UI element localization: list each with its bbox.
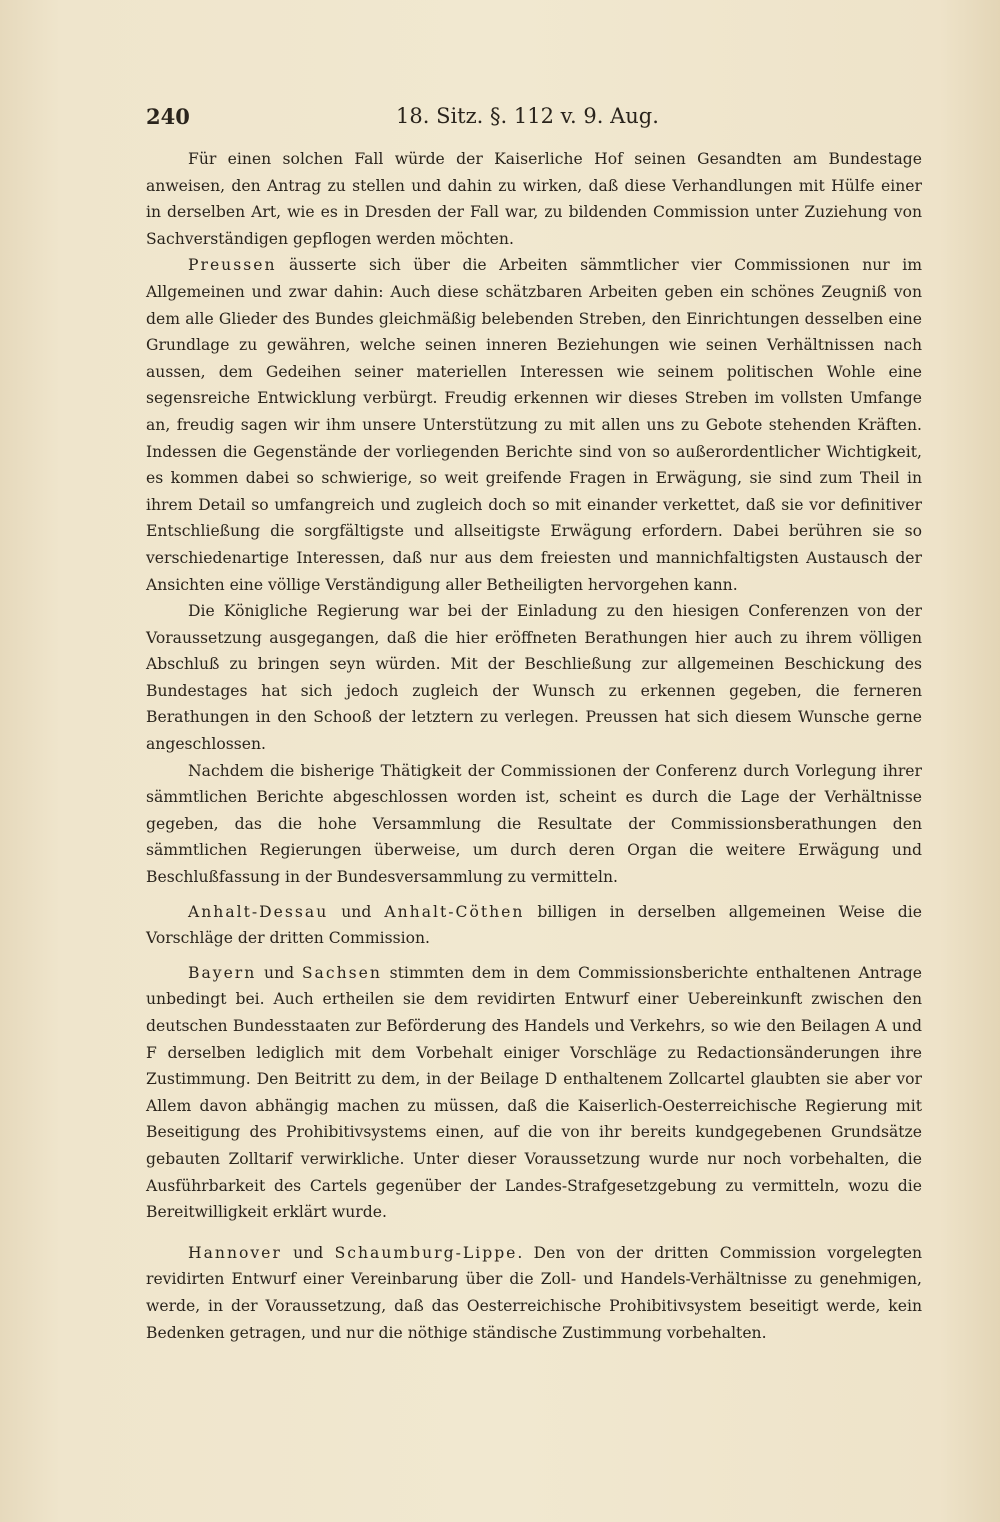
speaker-name: Preussen: [188, 256, 277, 275]
paragraph-3: Die Königliche Regierung war bei der Einladung zu den hiesigen Conferenzen von der Voraussetzung ausgegangen, daß die hier eröffneten Berathungen hier auch zu ihrem völligen Abschluß zu bringen seyn würden. Mit der Beschließung zur allgemeinen Beschickung des Bundestages hat sich jedoch zugleich der Wunsch zu erkennen gegeben, die ferneren Berathungen in den Schooß der letztern zu verlegen. Preussen hat sich diesem Wunsche gerne angeschlossen.: [146, 602, 922, 754]
body-text: [146, 146, 922, 1346]
speaker-name: Bayern: [188, 963, 257, 982]
paragraph-5: Anhalt-Dessau und Anhalt-Cöthen billigen in derselben allgemeinen Weise die Vorschläge der dritten Commission.: [146, 902, 923, 948]
paragraph-2: Preussen äusserte sich über die Arbeiten sämmtlicher vier Commissionen nur im Allgemeinen und zwar dahin: Auch diese schätzbaren Arbeiten geben ein schönes Zeugniß von dem alle Glieder des Bundes gleichmäßig belebenden Streben, den Einrichtungen desselben eine Grundlage zu gewähren, welche seinen inneren Beziehungen wie seinen Verhältnissen nach aussen, dem Gedeihen seiner materiellen Interessen wie seinem politischen Wohle eine segensreiche Entwicklung verbürgt. Freudig erkennen wir dieses Streben im vollsten Umfange an, freudig sagen wir ihm unsere Unterstützung zu mit allen uns zu Gebote stehenden Kräften. Indessen die Gegenstände der vorliegenden Berichte sind von so außerordentlicher Wichtigkeit, es kommen dabei so schwierige, so weit greifende Fragen in Erwägung, sie sind zum Theil in ihrem Detail so umfangreich und zugleich doch so mit einander verkettet, daß sie vor definitiver Entschließung die sorgfältigste und allseitigste Erwägung erfordern. Dabei berühren sie so verschiedenartige Interessen, daß nur aus dem freiesten und mannichfaltigsten Austausch der Ansichten eine völlige Verständigung aller Betheiligten hervorgehen kann.: [146, 256, 922, 594]
page-header: [146, 104, 854, 138]
speaker-name: Sachsen: [301, 963, 382, 982]
paragraph-1: Für einen solchen Fall würde der Kaiserliche Hof seinen Gesandten am Bundestage anweisen, den Antrag zu stellen und dahin zu wirken, daß diese Verhandlungen mit Hülfe einer in derselben Art, wie es in Dresden der Fall war, zu bildenden Commission unter Zuziehung von Sachverständigen gepflogen werden möchten.: [146, 150, 922, 248]
running-title: 18. Sitz. §. 112 v. 9. Aug.: [396, 104, 659, 128]
speaker-name: Anhalt-Cöthen: [384, 902, 525, 921]
paragraph-7: Hannover und Schaumburg-Lippe. Den von der dritten Commission vorgelegten revidirten Entwurf einer Vereinbarung über die Zoll- und Handels-Verhältnisse zu genehmigen, werde, in der Voraussetzung, daß das Oesterreichische Prohibitivsystem beseitigt werde, kein Bedenken getragen, und nur die nöthige ständische Zustimmung vorbehalten.: [146, 1243, 923, 1342]
paragraph-6: Bayern und Sachsen stimmten dem in dem Commissionsberichte enthaltenen Antrage unbedingt bei. Auch ertheilen sie dem revidirten Entwurf einer Uebereinkunft zwischen den deutschen Bundesstaaten zur Beförderung des Handels und Verkehrs, so wie den Beilagen A und F derselben lediglich mit dem Vorbehalt einiger Vorschläge zu Redactionsänderungen ihre Zustimmung. Den Beitritt zu dem, in der Beilage D enthaltenem Zollcartel glaubten sie aber vor Allem davon abhängig machen zu müssen, daß die Kaiserlich-Oesterreichische Regierung mit Beseitigung des Prohibitivsystems einen, auf die von ihr bereits kundgegebenen Grundsätze gebauten Zolltarif verwirkliche. Unter dieser Voraussetzung wurde nur noch vorbehalten, die Ausführbarkeit des Cartels gegenüber der Landes-Strafgesetzgebung zu vermitteln, wozu die Bereitwilligkeit erklärt wurde.: [146, 963, 922, 1222]
speaker-name: Schaumburg-Lippe: [334, 1243, 518, 1262]
paragraph-4: Nachdem die bisherige Thätigkeit der Commissionen der Conferenz durch Vorlegung ihrer sämmtlichen Berichte abgeschlossen worden ist, scheint es durch die Lage der Verhältnisse gegeben, das die hohe Versammlung die Resultate der Commissionsberathungen den sämmtlichen Regierungen überweise, um durch deren Organ die weitere Erwägung und Beschlußfassung in der Bundesversammlung zu vermitteln.: [146, 761, 922, 887]
speaker-name: Hannover: [188, 1243, 282, 1262]
speaker-name: Anhalt-Dessau: [188, 902, 329, 921]
page-number: 240: [146, 104, 190, 129]
